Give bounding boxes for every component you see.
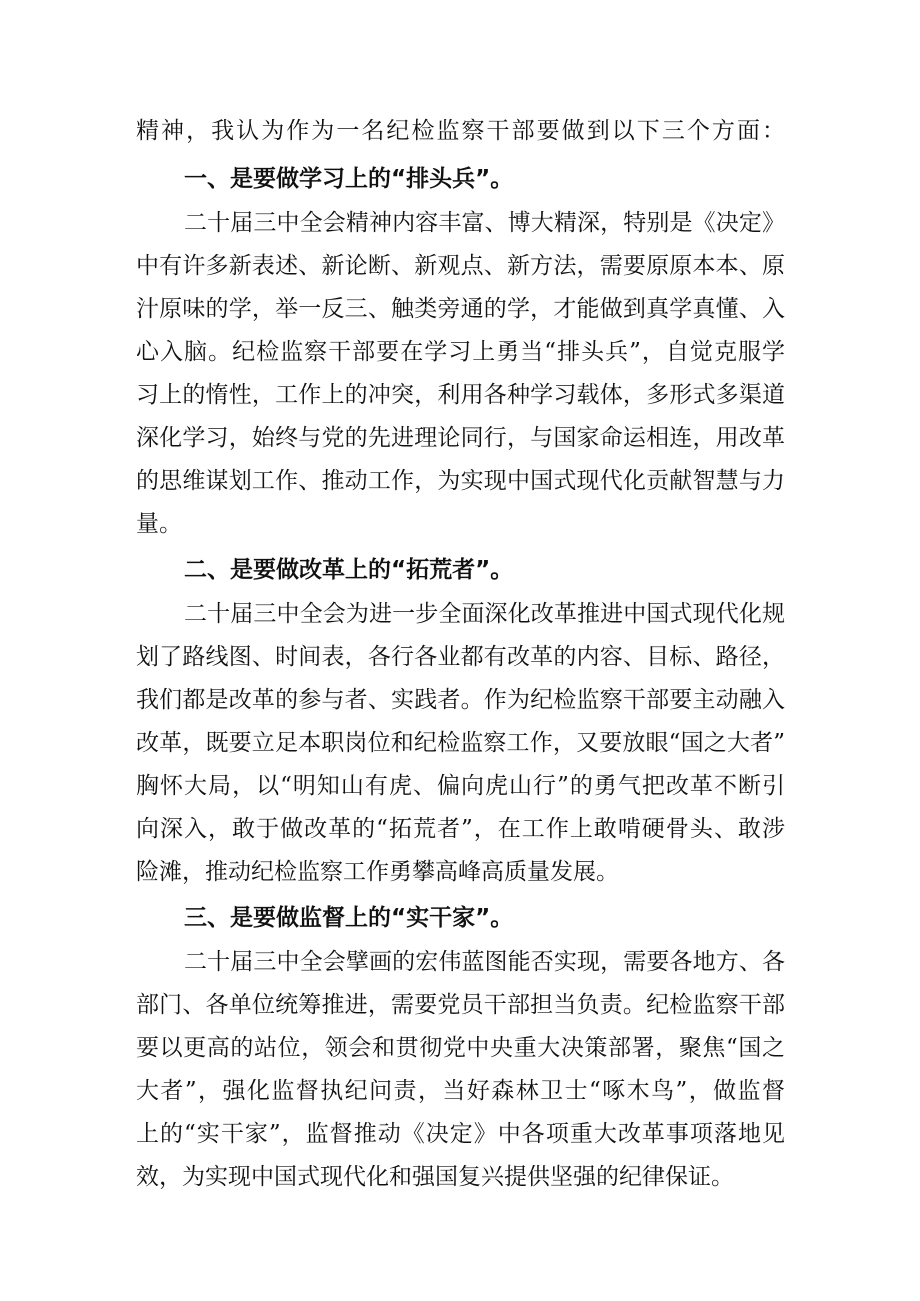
section-1-line: 量。: [136, 511, 182, 537]
section-1-line: 二十届三中全会精神内容丰富、博大精深，特别是《决定》: [184, 210, 785, 236]
section-1-line: 心入脑。纪检监察干部要在学习上勇当“排头兵”，自觉克服学: [136, 339, 785, 365]
section-3-line: 效，为实现中国式现代化和强国复兴提供坚强的纪律保证。: [136, 1164, 734, 1190]
section-2-line: 向深入，敢于做改革的“拓荒者”，在工作上敢啃硬骨头、敢涉: [136, 816, 785, 842]
section-2-line: 划了路线图、时间表，各行各业都有改革的内容、目标、路径，: [136, 644, 785, 670]
section-2-heading: 二、是要做改革上的“拓荒者”。: [184, 557, 514, 583]
section-3-line: 部门、各单位统筹推进，需要党员干部担当负责。纪检监察干部: [136, 992, 785, 1018]
section-2-line: 改革，既要立足本职岗位和纪检监察工作，又要放眼“国之大者”: [136, 730, 785, 756]
section-3-line: 上的“实干家”，监督推动《决定》中各项重大改革事项落地见: [136, 1121, 785, 1147]
section-1-line: 的思维谋划工作、推动工作，为实现中国式现代化贡献智慧与力: [136, 468, 785, 494]
section-2-line: 我们都是改革的参与者、实践者。作为纪检监察干部要主动融入: [136, 687, 785, 713]
section-2-line: 胸怀大局，以“明知山有虎、偏向虎山行”的勇气把改革不断引: [136, 773, 785, 799]
section-3-line: 大者”，强化监督执纪问责，当好森林卫士“啄木鸟”，做监督: [136, 1078, 785, 1104]
section-3-heading: 三、是要做监督上的“实干家”。: [184, 905, 514, 931]
section-2-line: 险滩，推动纪检监察工作勇攀高峰高质量发展。: [136, 859, 619, 885]
section-2-line: 二十届三中全会为进一步全面深化改革推进中国式现代化规: [184, 601, 785, 627]
section-1-line: 中有许多新表述、新论断、新观点、新方法，需要原原本本、原: [136, 253, 785, 279]
intro-paragraph: 精神，我认为作为一名纪检监察干部要做到以下三个方面：: [136, 118, 785, 144]
section-1-line: 习上的惰性，工作上的冲突，利用各种学习载体，多形式多渠道: [136, 382, 785, 408]
section-1-line: 汁原味的学，举一反三、触类旁通的学，才能做到真学真懂、入: [136, 296, 785, 322]
section-3-line: 二十届三中全会擘画的宏伟蓝图能否实现，需要各地方、各: [184, 949, 785, 975]
section-3-line: 要以更高的站位，领会和贯彻党中央重大决策部署，聚焦“国之: [136, 1035, 785, 1061]
section-1-line: 深化学习，始终与党的先进理论同行，与国家命运相连，用改革: [136, 425, 785, 451]
section-1-heading: 一、是要做学习上的“排头兵”。: [184, 166, 514, 192]
